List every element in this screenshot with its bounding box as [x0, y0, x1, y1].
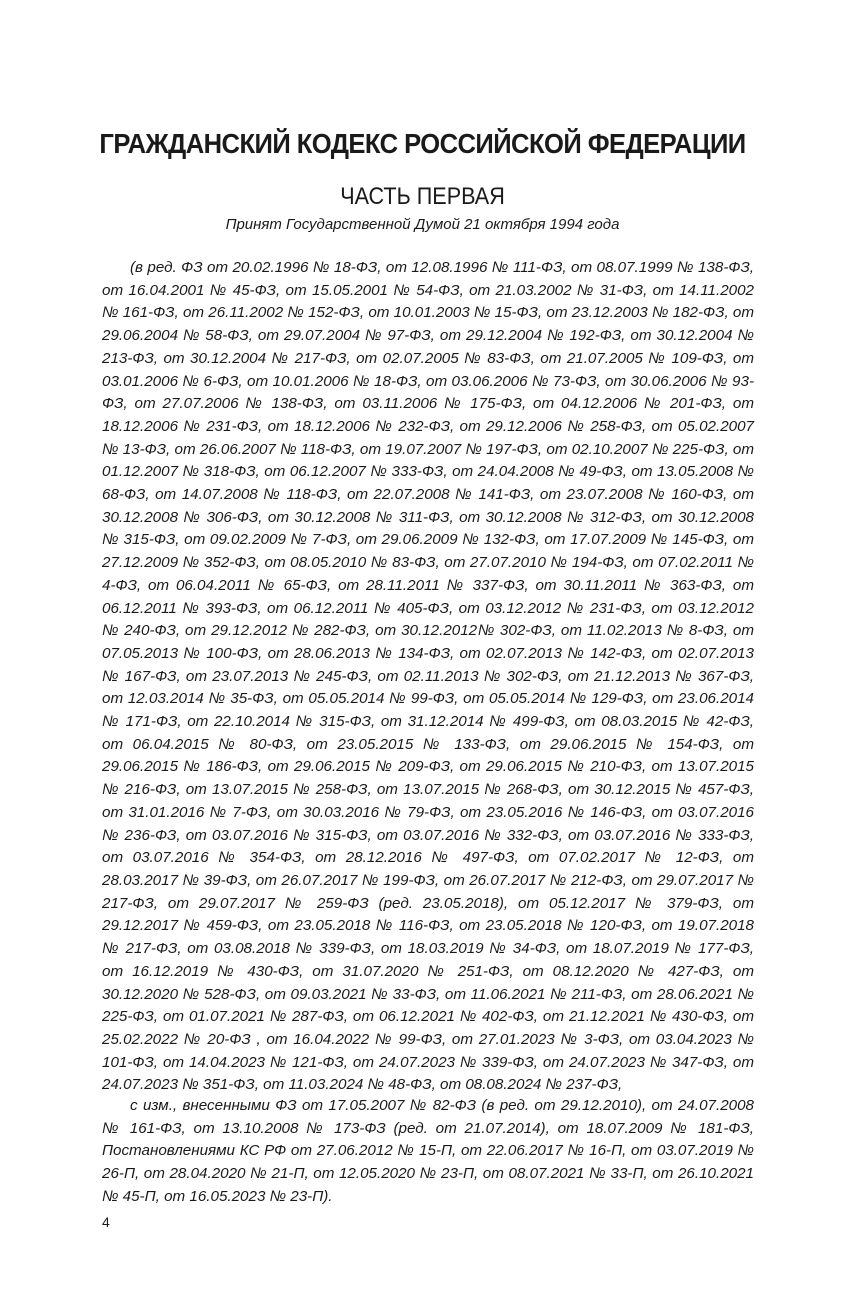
adoption-note: Принят Государственной Думой 21 октября 1994 года: [225, 216, 620, 233]
document-title: ГРАЖДАНСКИЙ КОДЕКС РОССИЙСКОЙ ФЕДЕРАЦИИ: [99, 128, 746, 159]
amendments-paragraph: (в ред. ФЗ от 20.02.1996 № 18-ФЗ, от 12.08.1996 № 111-ФЗ, от 08.07.1999 № 138-ФЗ, от 16.04.2001 № 45-ФЗ, от 15.05.2001 № 54-ФЗ, от 21.03.2002 № 31-ФЗ, от 14.11.2002 № 161-ФЗ, от 26.11.2002 № 152-ФЗ, от 10.01.2003 № 15-ФЗ, от 23.12.2003 № 182-ФЗ, от 29.06.2004 № 58-ФЗ, от 29.07.2004 № 97-ФЗ, от 29.12.2004 № 192-ФЗ, от 30.12.2004 № 213-ФЗ, от 30.12.2004 № 217-ФЗ, от 02.07.2005 № 83-ФЗ, от 21.07.2005 № 109-ФЗ, от 03.01.2006 № 6-ФЗ, от 10.01.2006 № 18-ФЗ, от 03.06.2006 № 73-ФЗ, от 30.06.2006 № 93-ФЗ, от 27.07.2006 № 138-ФЗ, от 03.11.2006 № 175-ФЗ, от 04.12.2006 № 201-ФЗ, от 18.12.2006 № 231-ФЗ, от 18.12.2006 № 232-ФЗ, от 29.12.2006 № 258-ФЗ, от 05.02.2007 № 13-ФЗ, от 26.06.2007 № 118-ФЗ, от 19.07.2007 № 197-ФЗ, от 02.10.2007 № 225-ФЗ, от 01.12.2007 № 318-ФЗ, от 06.12.2007 № 333-ФЗ, от 24.04.2008 № 49-ФЗ, от 13.05.2008 № 68-ФЗ, от 14.07.2008 № 118-ФЗ, от 22.07.2008 № 141-ФЗ, от 23.07.2008 № 160-ФЗ, от 30.12.2008 № 306-ФЗ, от 30.12.2008 № 311-ФЗ, от 30.12.2008 № 312-ФЗ, от 30.12.2008 № 315-ФЗ, от 09.02.2009 № 7-ФЗ, от 29.06.2009 № 132-ФЗ, от 17.07.2009 № 145-ФЗ, от 27.12.2009 № 352-ФЗ, от 08.05.2010 № 83-ФЗ, от 27.07.2010 № 194-ФЗ, от 07.02.2011 № 4-ФЗ, от 06.04.2011 № 65-ФЗ, от 28.11.2011 № 337-ФЗ, от 30.11.2011 № 363-ФЗ, от 06.12.2011 № 393-ФЗ, от 06.12.2011 № 405-ФЗ, от 03.12.2012 № 231-ФЗ, от 03.12.2012 № 240-ФЗ, от 29.12.2012 № 282-ФЗ, от 30.12.2012№ 302-ФЗ, от 11.02.2013 № 8-ФЗ, от 07.05.2013 № 100-ФЗ, от 28.06.2013 № 134-ФЗ, от 02.07.2013 № 142-ФЗ, от 02.07.2013 № 167-ФЗ, от 23.07.2013 № 245-ФЗ, от 02.11.2013 № 302-ФЗ, от 21.12.2013 № 367-ФЗ, от 12.03.2014 № 35-ФЗ, от 05.05.2014 № 99-ФЗ, от 05.05.2014 № 129-ФЗ, от 23.06.2014 № 171-ФЗ, от 22.10.2014 № 315-ФЗ, от 31.12.2014 № 499-ФЗ, от 08.03.2015 № 42-ФЗ, от 06.04.2015 № 80-ФЗ, от 23.05.2015 № 133-ФЗ, от 29.06.2015 № 154-ФЗ, от 29.06.2015 № 186-ФЗ, от 29.06.2015 № 209-ФЗ, от 29.06.2015 № 210-ФЗ, от 13.07.2015 № 216-ФЗ, от 13.07.2015 № 258-ФЗ, от 13.07.2015 № 268-ФЗ, от 30.12.2015 № 457-ФЗ, от 31.01.2016 № 7-ФЗ, от 30.03.2016 № 79-ФЗ, от 23.05.2016 № 146-ФЗ, от 03.07.2016 № 236-ФЗ, от 03.07.2016 № 315-ФЗ, от 03.07.2016 № 332-ФЗ, от 03.07.2016 № 333-ФЗ, от 03.07.2016 № 354-ФЗ, от 28.12.2016 № 497-ФЗ, от 07.02.2017 № 12-ФЗ, от 28.03.2017 № 39-ФЗ, от 26.07.2017 № 199-ФЗ, от 26.07.2017 № 212-ФЗ, от 29.07.2017 № 217-ФЗ, от 29.07.2017 № 259-ФЗ (ред. 23.05.2018), от 05.12.2017 № 379-ФЗ, от 29.12.2017 № 459-ФЗ, от 23.05.2018 № 116-ФЗ, от 23.05.2018 № 120-ФЗ, от 19.07.2018 № 217-ФЗ, от 03.08.2018 № 339-ФЗ, от 18.03.2019 № 34-ФЗ, от 18.07.2019 № 177-ФЗ, от 16.12.2019 № 430-ФЗ, от 31.07.2020 № 251-ФЗ, от 08.12.2020 № 427-ФЗ, от 30.12.2020 № 528-ФЗ, от 09.03.2021 № 33-ФЗ, от 11.06.2021 № 211-ФЗ, от 28.06.2021 № 225-ФЗ, от 01.07.2021 № 287-ФЗ, от 06.12.2021 № 402-ФЗ, от 21.12.2021 № 430-ФЗ, от 25.02.2022 № 20-ФЗ , от 16.04.2022 № 99-ФЗ, от 27.01.2023 № 3-ФЗ, от 03.04.2023 № 101-ФЗ, от 14.04.2023 № 121-ФЗ, от 24.07.2023 № 339-ФЗ, от 24.07.2023 № 347-ФЗ, от 24.07.2023 № 351-ФЗ, от 11.03.2024 № 48-ФЗ, от 08.08.2024 № 237-ФЗ,: [102, 259, 754, 1094]
page-number: 4: [102, 1214, 110, 1230]
part-heading: ЧАСТЬ ПЕРВАЯ: [340, 183, 505, 210]
changes-paragraph: с изм., внесенными ФЗ от 17.05.2007 № 82-ФЗ (в ред. от 29.12.2010), от 24.07.2008 № 161-ФЗ, от 13.10.2008 № 173-ФЗ (ред. от 21.07.2014), от 18.07.2009 № 181-ФЗ, Постановлениями КС РФ от 27.06.2012 № 15-П, от 22.06.2017 № 16-П, от 03.07.2019 № 26-П, от 28.04.2020 № 21-П, от 12.05.2020 № 23-П, от 08.07.2021 № 33-П, от 26.10.2021 № 45-П, от 16.05.2023 № 23-П).: [102, 1097, 754, 1205]
